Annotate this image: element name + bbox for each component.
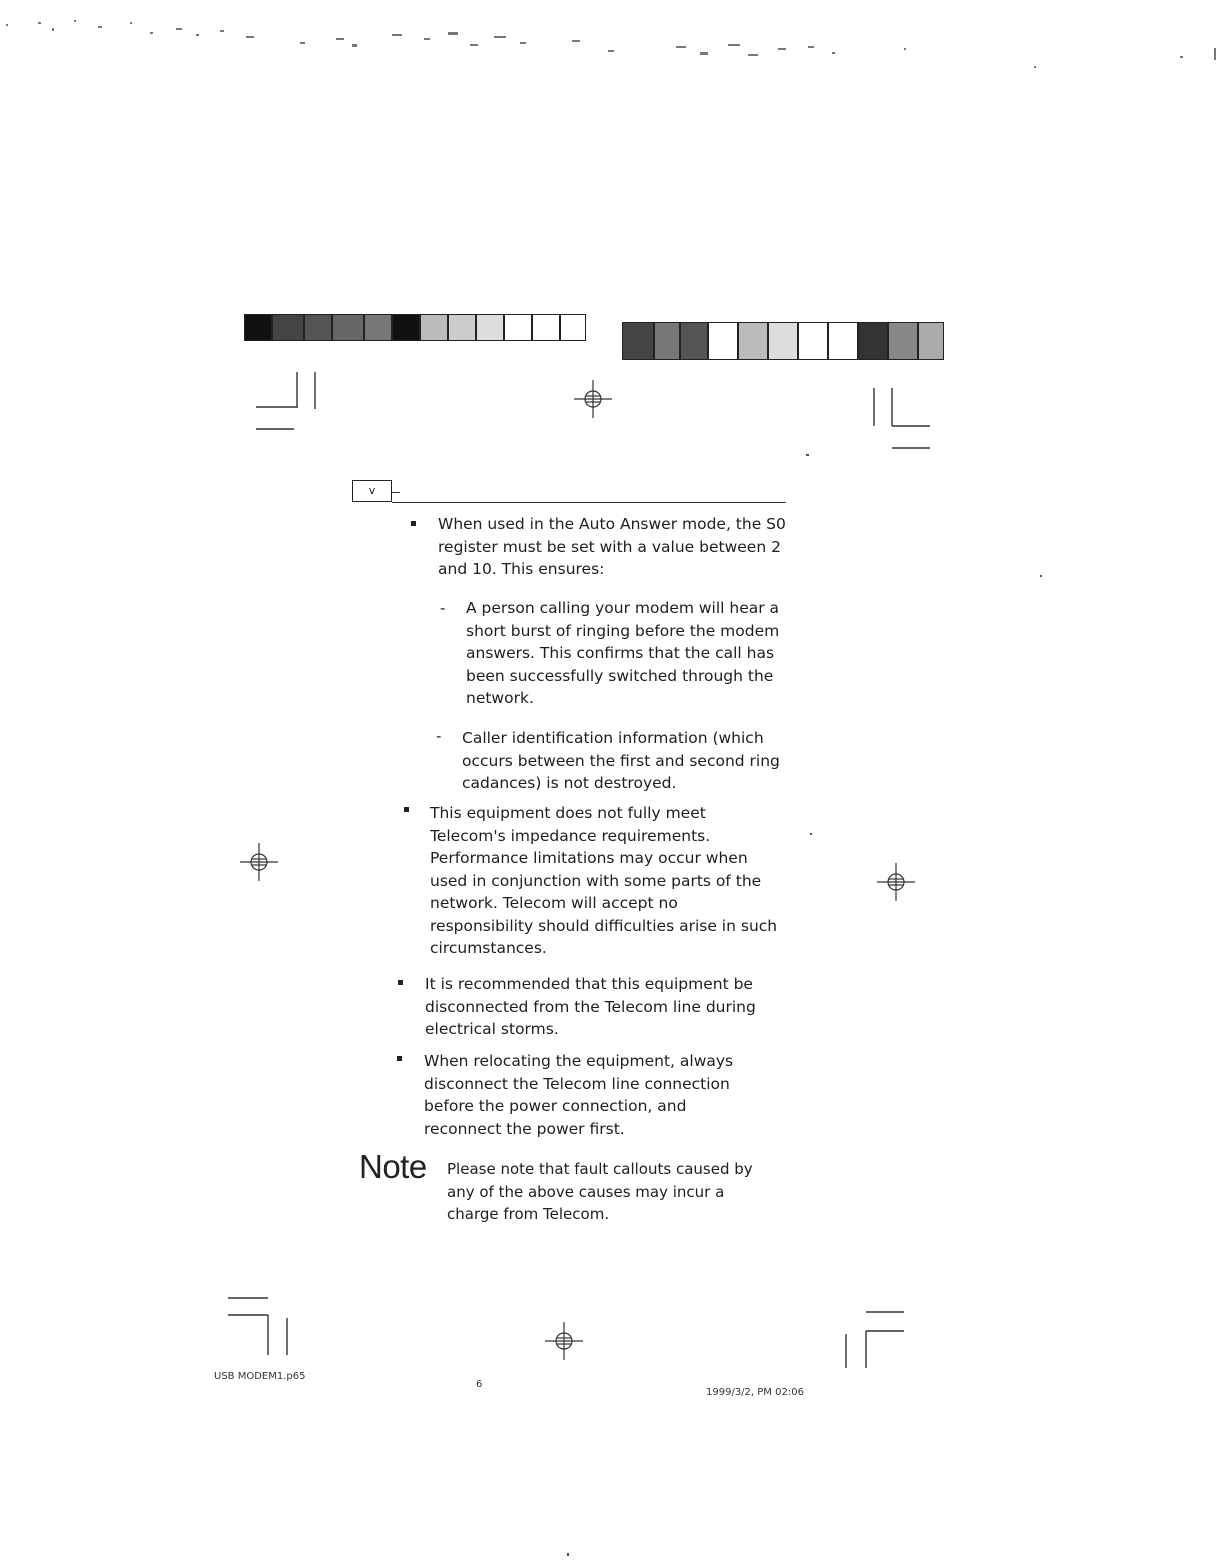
note-text: Please note that fault callouts caused by any of the above causes may incur a charge from Telecom. — [447, 1160, 753, 1223]
footer-timestamp: 1999/3/2, PM 02:06 — [706, 1387, 804, 1398]
dash-marker: - — [440, 599, 446, 617]
note-label: Note — [359, 1148, 427, 1185]
section-tab-marker: v — [352, 480, 392, 502]
bullet-item-electrical-storms: It is recommended that this equipment be disconnected from the Telecom line during electrical storms. — [425, 975, 756, 1038]
footer-filename: USB MODEM1.p65 — [214, 1371, 306, 1382]
bullet-item-auto-answer: When used in the Auto Answer mode, the S0 register must be set with a value between 2 and 10. This ensures: — [438, 515, 786, 578]
dash-marker: - — [436, 727, 442, 745]
sub-item-ringing: A person calling your modem will hear a short burst of ringing before the modem answers. This confirms that the call has been successfully switched through the network. — [466, 599, 780, 707]
sub-item-caller-id: Caller identification information (which occurs between the first and second ring cadances) is not destroyed. — [462, 729, 780, 792]
bullet-item-impedance: This equipment does not fully meet Telecom's impedance requirements. Performance limitations may occur when used in conjunction with some parts of the network. Telecom will accept no responsibility should difficulties arise in such circumstances. — [430, 804, 778, 957]
footer-page-number: 6 — [476, 1379, 483, 1390]
bullet-item-relocating: When relocating the equipment, always disconnect the Telecom line connection before the power connection, and reconnect the power first. — [424, 1052, 734, 1138]
